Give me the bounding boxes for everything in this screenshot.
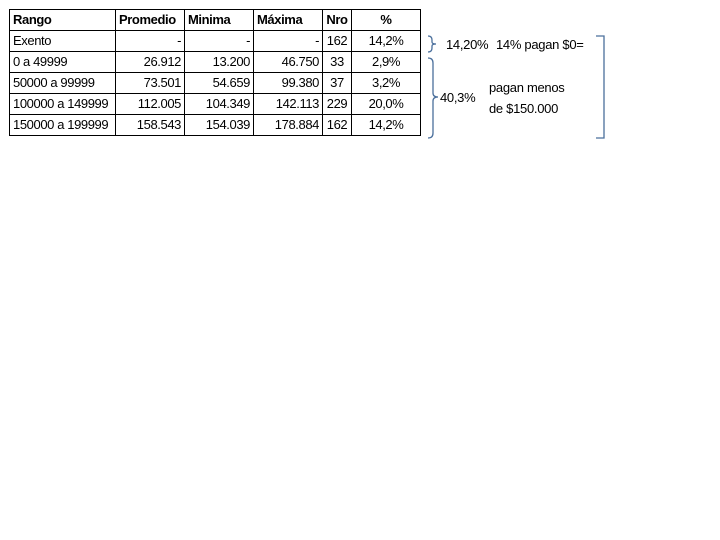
cell-minima: 154.039 bbox=[185, 115, 254, 136]
cell-promedio: 112.005 bbox=[116, 94, 185, 115]
exento-pay-zero-note: 14% pagan $0= bbox=[496, 37, 584, 52]
cell-promedio: 158.543 bbox=[116, 115, 185, 136]
cell-maxima: 178.884 bbox=[254, 115, 323, 136]
cell-rango: 0 a 49999 bbox=[10, 52, 116, 73]
exento-percent-note: 14,20% bbox=[446, 37, 489, 52]
cell-maxima: 142.113 bbox=[254, 94, 323, 115]
brace-menos bbox=[428, 58, 438, 138]
cell-rango: Exento bbox=[10, 31, 116, 52]
cell-promedio: 73.501 bbox=[116, 73, 185, 94]
cell-percent: 14,2% bbox=[352, 31, 421, 52]
menos-note-line1: pagan menos bbox=[489, 80, 565, 95]
cell-nro: 162 bbox=[323, 31, 352, 52]
menos-percent-note: 40,3% bbox=[440, 90, 476, 105]
brace-exento bbox=[428, 36, 436, 52]
cell-rango: 150000 a 199999 bbox=[10, 115, 116, 136]
cell-rango: 50000 a 99999 bbox=[10, 73, 116, 94]
cell-minima: - bbox=[185, 31, 254, 52]
bracket-right bbox=[596, 36, 604, 138]
menos-note-line2: de $150.000 bbox=[489, 101, 558, 116]
cell-nro: 229 bbox=[323, 94, 352, 115]
cell-maxima: - bbox=[254, 31, 323, 52]
cell-percent: 2,9% bbox=[352, 52, 421, 73]
income-range-table bbox=[9, 9, 421, 136]
cell-rango: 100000 a 149999 bbox=[10, 94, 116, 115]
table-row bbox=[10, 94, 421, 115]
header-promedio: Promedio bbox=[116, 10, 185, 31]
cell-minima: 104.349 bbox=[185, 94, 254, 115]
table-row bbox=[10, 115, 421, 136]
header-maxima: Máxima bbox=[254, 10, 323, 31]
cell-nro: 162 bbox=[323, 115, 352, 136]
cell-percent: 3,2% bbox=[352, 73, 421, 94]
cell-minima: 54.659 bbox=[185, 73, 254, 94]
table-row bbox=[10, 52, 421, 73]
cell-nro: 33 bbox=[323, 52, 352, 73]
cell-promedio: 26.912 bbox=[116, 52, 185, 73]
table-row bbox=[10, 31, 421, 52]
header-minima: Minima bbox=[185, 10, 254, 31]
header-rango: Rango bbox=[10, 10, 116, 31]
cell-promedio: - bbox=[116, 31, 185, 52]
cell-maxima: 99.380 bbox=[254, 73, 323, 94]
table-row bbox=[10, 73, 421, 94]
cell-percent: 14,2% bbox=[352, 115, 421, 136]
cell-nro: 37 bbox=[323, 73, 352, 94]
table-header-row bbox=[10, 10, 421, 31]
cell-percent: 20,0% bbox=[352, 94, 421, 115]
cell-minima: 13.200 bbox=[185, 52, 254, 73]
header-nro: Nro bbox=[323, 10, 352, 31]
cell-maxima: 46.750 bbox=[254, 52, 323, 73]
header-percent: % bbox=[352, 10, 421, 31]
